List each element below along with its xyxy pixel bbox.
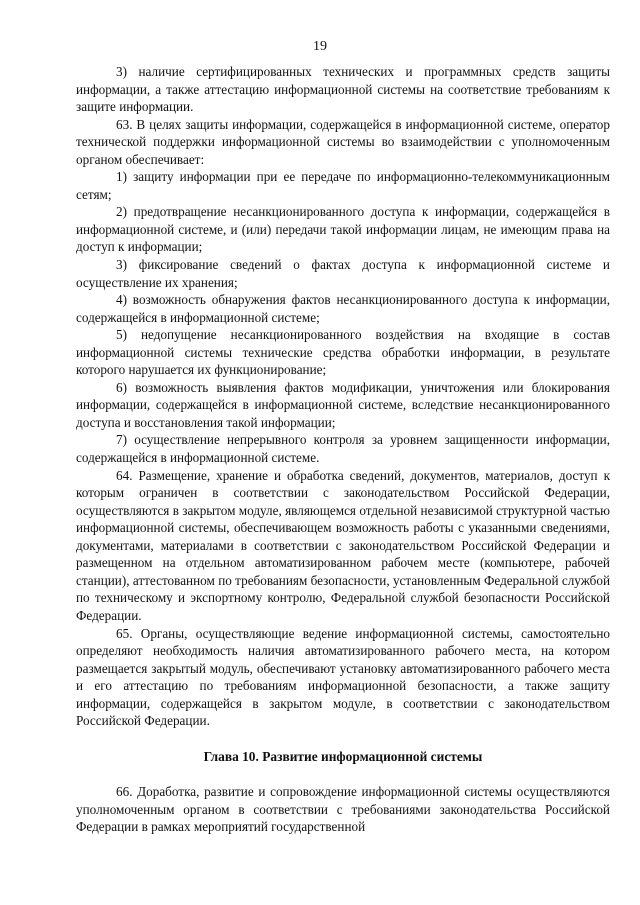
paragraph-63-item-7: 7) осуществление непрерывного контроля за уровнем защищенности информации, содержащейся в информационной системе.: [76, 432, 610, 466]
paragraph-66: 66. Доработка, развитие и сопровождение информационной системы осуществляются уполномоченным органом в соответствии с требованиями законодательства Российской Федерации в рамках мероприятий государственной: [76, 784, 610, 835]
paragraph-65: 65. Органы, осуществляющие ведение информационной системы, самостоятельно определяют необходимость наличия автоматизированного рабочего места, на котором размещается закрытый модуль, обеспечивают установку автоматизированного рабочего места и его аттестацию по требованиям информационной безопасности, а также защиту информации, содержащейся в закрытом модуле, в соответствии с законодательством Российской Федерации.: [76, 625, 610, 729]
paragraph-64: 64. Размещение, хранение и обработка сведений, документов, материалов, доступ к которым ограничен в соответствии с законодательством Российской Федерации, осуществляются в закрытом модуле, являющемся отдельной независимой структурной частью информационной системы, обеспечивающем возможность работы с указанными сведениями, документами, материалами в соответствии с законодательством Российской Федерации и размещенном на отдельном автоматизированном рабочем месте (компьютере, рабочей станции), аттестованном по требованиям безопасности, установленным Федеральной службой по техническому и экспортному контролю, Федеральной службой безопасности Российской Федерации.: [76, 467, 610, 623]
chapter-title: Глава 10. Развитие информационной системы: [203, 748, 483, 764]
paragraph-63-item-1: 1) защиту информации при ее передаче по информационно-телекоммуникационным сетям;: [76, 169, 610, 202]
paragraph-63-item-3b: 3) фиксирование сведений о фактах доступа к информационной системе и осуществление их хранения;: [76, 257, 610, 290]
paragraph-63-item-5: 5) недопущение несанкционированного воздействия на входящие в состав информационной системы технические средства обработки информации, в результате которого нарушается их функционирование;: [76, 327, 610, 378]
paragraph-63-item-2: 2) предотвращение несанкционированного доступа к информации, содержащейся в информационной системе, и (или) передачи такой информации лицам, не имеющим права на доступ к информации;: [76, 204, 610, 255]
document-body: [76, 63, 610, 836]
paragraph-63-item-6: 6) возможность выявления фактов модификации, уничтожения или блокирования информации, содержащейся в информационной системе, вследствие несанкционированного доступа и восстановления такой информации;: [76, 379, 610, 430]
page-number: 19: [313, 39, 327, 54]
paragraph-63-item-3: 3) наличие сертифицированных технических и программных средств защиты информации, а также аттестацию информационной системы на соответствие требованиям к защите информации.: [76, 64, 610, 115]
paragraph-63: 63. В целях защиты информации, содержащейся в информационной системе, оператор технической поддержки информационной системы во взаимодействии с уполномоченным органом обеспечивает:: [76, 116, 610, 167]
paragraph-63-item-4: 4) возможность обнаружения фактов несанкционированного доступа к информации, содержащейся в информационной системе;: [76, 292, 610, 325]
